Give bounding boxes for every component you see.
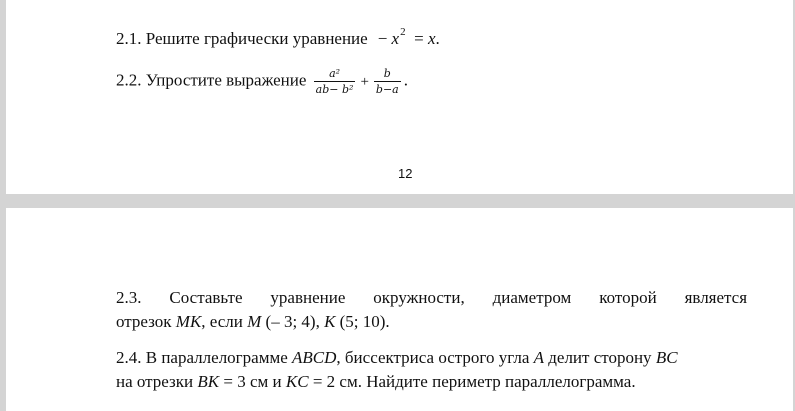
point-k: К [324, 312, 336, 331]
word: окружности, [373, 288, 465, 307]
page-12 [6, 0, 793, 194]
text: (5; 10). [335, 312, 390, 331]
fraction-1-numerator: a² [329, 67, 341, 80]
text: , если [201, 312, 248, 331]
task-2-4-line-2 [116, 370, 747, 394]
page-number: 12 [398, 166, 413, 181]
text: = 3 см и [219, 372, 286, 391]
word: которой [599, 288, 657, 307]
segment-bk: BK [197, 372, 220, 391]
task-2-1 [116, 22, 440, 49]
task-2-2-text: 2.2. Упростите выражение [116, 70, 307, 90]
word: Составьте [169, 288, 243, 307]
segment-mk: МК [175, 312, 202, 331]
fraction-2-denominator: b−a [375, 83, 399, 96]
text: делит сторону [544, 348, 656, 367]
side-bc: BC [655, 348, 678, 367]
task-2-1-equation [377, 26, 440, 48]
page-13 [6, 208, 793, 411]
text: (– 3; 4), [261, 312, 325, 331]
text: на отрезки [116, 372, 198, 391]
fraction-1-denominator: ab− b² [315, 83, 354, 96]
task-2-1-text: 2.1. Решите графически уравнение [116, 29, 368, 48]
task-2-4-line-1 [116, 346, 747, 370]
exponent: 2 [400, 26, 406, 38]
point-m: М [247, 312, 262, 331]
text: 2.4. В параллелограмме [116, 348, 293, 367]
task-2-3-line-2 [116, 310, 747, 334]
fraction-2-numerator: b [383, 67, 391, 80]
text: = 2 см. Найдите периметр параллелограмма. [308, 372, 636, 391]
text: отрезок [116, 312, 176, 331]
period: . [435, 29, 440, 48]
word: является [684, 288, 748, 307]
task-2-3-line-1 [116, 286, 747, 310]
word: уравнение [270, 288, 346, 307]
minus-sign: − [377, 29, 388, 48]
task-2-3 [116, 286, 747, 334]
equals-sign: = [414, 29, 424, 48]
parallelogram-abcd: ABCD [292, 348, 337, 367]
fraction-1 [314, 67, 356, 96]
rhs-variable: x [427, 29, 436, 48]
variable-x: x [391, 29, 400, 48]
task-2-2 [116, 67, 408, 96]
word: диаметром [492, 288, 572, 307]
period: . [403, 70, 408, 90]
plus-sign: + [360, 73, 369, 90]
word: 2.3. [116, 288, 142, 307]
task-2-4 [116, 346, 747, 394]
fraction-2 [374, 67, 401, 96]
text: , биссектриса острого угла [336, 348, 534, 367]
angle-a: A [533, 348, 544, 367]
segment-kc: KC [285, 372, 309, 391]
